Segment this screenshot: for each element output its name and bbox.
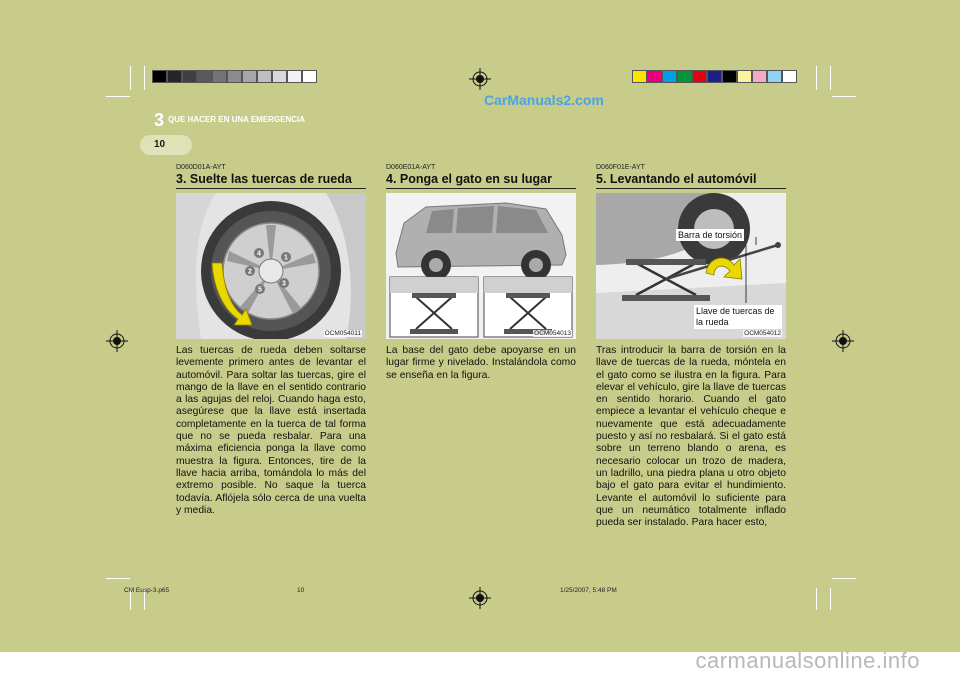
crop-mark <box>130 66 131 90</box>
suv-jack-illustration <box>386 193 576 339</box>
color-swatch <box>737 70 752 83</box>
page-number-badge <box>140 135 192 155</box>
section-title: 4. Ponga el gato en su lugar <box>386 172 553 186</box>
label-torsion-bar: Barra de torsión <box>678 230 743 240</box>
nut-number: 4 <box>257 250 261 258</box>
section-rule <box>176 188 366 189</box>
registration-target-icon <box>469 587 491 609</box>
footer-page: 10 <box>297 587 305 594</box>
section-body: Tras introducir la barra de torsión en la llave de tuercas de la rueda, móntela en el gato como se ilustra en la figura. Para elevar el vehículo, gire la llave de tuercas en sentido horario. Cuando el gato empiece a levantar el vehículo cheque e nuevamente que está adecuadamente puesto y así no resbalará. Si el gato está sobre un terreno blando o arena, es necesario colocar un trozo de madera, un ladrillo, una piedra plana u otro objeto bajo el gato para evitar el hundimiento. Levante el automóvil lo suficiente para que un neumático totalmente inflado pueda ser instalado. Para hacer esto, <box>596 345 786 529</box>
registration-target-icon <box>469 68 491 90</box>
nut-number: 5 <box>258 286 262 294</box>
section-loosen-nuts <box>176 164 366 517</box>
crop-mark <box>816 588 817 610</box>
section-body: La base del gato debe apoyarse en un lugar firme y nivelado. Instalándola como se enseña en la figura. <box>386 345 576 381</box>
watermark-text[interactable]: CarManuals2.com <box>484 92 604 108</box>
color-swatch <box>182 70 197 83</box>
figure-code: OCM054011 <box>324 330 361 337</box>
section-title: 3. Suelte las tuercas de rueda <box>176 172 352 186</box>
figure-code: OCM054012 <box>744 330 781 337</box>
color-swatch <box>692 70 707 83</box>
footer-timestamp: 1/25/2007, 5:48 PM <box>560 587 617 594</box>
crop-mark <box>832 96 856 97</box>
page-number: 10 <box>154 139 166 150</box>
section-place-jack <box>386 164 576 382</box>
crop-mark <box>816 66 817 90</box>
color-swatch <box>632 70 647 83</box>
color-swatch <box>257 70 272 83</box>
figure-lifting <box>596 193 786 339</box>
chapter-number: 3 <box>154 110 165 130</box>
figure-jack-position <box>386 193 576 339</box>
section-rule <box>386 188 576 189</box>
color-swatch <box>212 70 227 83</box>
color-swatch <box>722 70 737 83</box>
footer-file-name: CM Eusp-3.p65 <box>124 587 170 594</box>
nut-number: 3 <box>282 280 286 288</box>
wheel-illustration <box>176 193 366 339</box>
color-swatch <box>197 70 212 83</box>
color-swatch <box>647 70 662 83</box>
color-swatch <box>752 70 767 83</box>
figure-wheel-nuts <box>176 193 366 339</box>
nut-number: 2 <box>248 268 252 276</box>
registration-strip-grayscale <box>152 70 317 83</box>
color-swatch <box>272 70 287 83</box>
figure-code: OCM054013 <box>534 330 571 337</box>
crop-mark <box>830 66 831 90</box>
chapter-title: QUE HACER EN UNA EMERGENCIA <box>168 115 306 124</box>
section-code: D060F01E-AYT <box>596 164 645 171</box>
crop-mark <box>144 66 145 90</box>
color-swatch <box>707 70 722 83</box>
color-swatch <box>767 70 782 83</box>
footer-brand-link[interactable]: carmanualsonline.info <box>695 648 920 673</box>
registration-target-icon <box>832 330 854 352</box>
color-swatch <box>677 70 692 83</box>
crop-mark <box>830 588 831 610</box>
color-swatch <box>152 70 167 83</box>
color-swatch <box>167 70 182 83</box>
section-code: D060E01A-AYT <box>386 164 436 171</box>
color-swatch <box>782 70 797 83</box>
crop-mark <box>106 578 130 579</box>
registration-strip-color <box>632 70 797 83</box>
color-swatch <box>227 70 242 83</box>
color-swatch <box>662 70 677 83</box>
section-lift-vehicle <box>596 164 786 529</box>
section-rule <box>596 188 786 189</box>
nut-number: 1 <box>284 254 288 262</box>
color-swatch <box>302 70 317 83</box>
color-swatch <box>287 70 302 83</box>
label-wheel-wrench: Llave de tuercas de la rueda <box>694 305 782 329</box>
color-swatch <box>242 70 257 83</box>
section-body: Las tuercas de rueda deben soltarse levemente primero antes de levantar el automóvil. Para soltar las tuercas, gire el mango de la llave en el sentido contrario a las agujas del reloj. Cuando haga esto, asegúrese que la llave está insertada completamente en la tuerca de tal forma que no se pueda resbalar. Para una máxima eficiencia ponga la llave como muestra la figura. Entonces, tire de la llave hacia arriba, tomándola lo más del extremo posible. No saque la tuerca todavía. Aflójela sólo cerca de una vuelta y media. <box>176 345 366 516</box>
registration-target-icon <box>106 330 128 352</box>
section-code: D060D01A-AYT <box>176 164 226 171</box>
crop-mark <box>832 578 856 579</box>
section-title: 5. Levantando el automóvil <box>596 172 757 186</box>
crop-mark <box>106 96 130 97</box>
